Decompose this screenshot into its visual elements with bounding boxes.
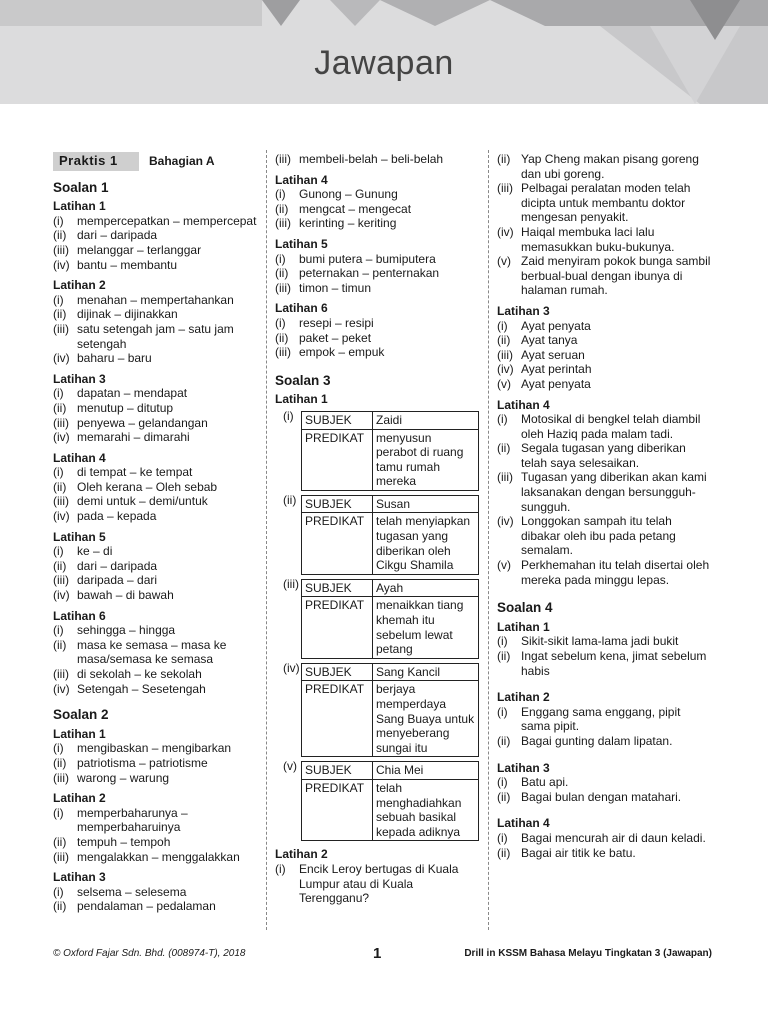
- subjek-value: Sang Kancil: [373, 663, 479, 681]
- item-number: (i): [275, 315, 286, 330]
- item-text: membeli-belah – beli-belah: [299, 152, 444, 166]
- page-header: [0, 0, 768, 104]
- subjek-value: Zaidi: [373, 411, 479, 429]
- item-number: (ii): [497, 441, 511, 456]
- section-heading: Soalan 1: [53, 179, 109, 195]
- latihan-items: [275, 862, 482, 906]
- item-text: timon – timun: [299, 280, 372, 295]
- item-number: (ii): [53, 755, 67, 770]
- answer-item: [497, 225, 712, 254]
- item-number: (v): [497, 376, 511, 391]
- answer-item: [497, 514, 712, 558]
- latihan-heading: Latihan 4: [497, 397, 550, 412]
- item-number: (i): [497, 412, 508, 427]
- item-number: (ii): [497, 789, 511, 804]
- answer-item: [53, 899, 260, 914]
- item-number: (i): [497, 318, 508, 333]
- answer-item: [275, 331, 482, 346]
- item-text: dapatan – mendapat: [77, 386, 188, 401]
- item-number: (iv): [53, 588, 70, 603]
- item-text: selsema – selesema: [77, 884, 187, 899]
- item-text: Ingat sebelum kena, jimat sebelum habis: [521, 649, 707, 678]
- answer-item: [53, 588, 260, 603]
- item-number: (i): [53, 805, 64, 820]
- answer-item: [497, 152, 712, 181]
- item-number: (iii): [53, 667, 69, 681]
- latihan-heading: Latihan 1: [53, 726, 106, 741]
- answer-item: [53, 756, 260, 771]
- page-title: Jawapan: [314, 44, 454, 82]
- item-text: bantu – membantu: [77, 257, 178, 272]
- item-text: peternakan – penternakan: [299, 266, 440, 281]
- item-text: Setengah – Sesetengah: [77, 681, 206, 696]
- latihan-heading: Latihan 3: [53, 371, 106, 386]
- answer-item: [53, 258, 260, 273]
- answer-item: [275, 187, 482, 202]
- item-text: Pelbagai peralatan moden telah dicipta untuk membantu doktor mengesan penyakit.: [521, 181, 691, 225]
- item-number: (iv): [53, 257, 70, 272]
- answer-item: [275, 316, 482, 331]
- item-text: memperbaharunya – memperbaharuinya: [77, 805, 188, 835]
- item-text: menahan – mempertahankan: [77, 292, 234, 307]
- answer-item: [497, 790, 712, 805]
- latihan-heading: Latihan 3: [497, 760, 550, 775]
- item-number: (i): [497, 830, 508, 845]
- item-text: paket – peket: [299, 330, 372, 345]
- table-row: [302, 779, 479, 840]
- item-number: (i): [497, 704, 508, 719]
- item-number: (i): [275, 251, 286, 266]
- answer-item: [53, 806, 260, 835]
- answer-item: [53, 573, 260, 588]
- item-number: (i): [53, 884, 64, 899]
- table-row: [302, 579, 479, 597]
- answer-item: [497, 377, 712, 392]
- item-number: (i): [497, 775, 508, 790]
- item-text: Perkhemahan itu telah disertai oleh mereka pada minggu lepas.: [521, 558, 710, 587]
- column-right-latihan: [497, 304, 712, 587]
- item-text: di tempat – ke tempat: [77, 465, 193, 480]
- subjek-label: SUBJEK: [302, 579, 373, 597]
- item-number: (iii): [53, 321, 69, 336]
- table-row: [302, 411, 479, 429]
- subjek-value: Ayah: [373, 579, 479, 597]
- item-number: (i): [53, 741, 64, 756]
- item-text: daripada – dari: [77, 573, 158, 588]
- item-text: Sikit-sikit lama-lama jadi bukit: [521, 634, 679, 649]
- table-row: [302, 513, 479, 574]
- column-middle: [275, 152, 482, 906]
- page-number: 1: [373, 945, 382, 962]
- item-text: tempuh – tempoh: [77, 834, 171, 849]
- item-text: kerinting – keriting: [299, 216, 397, 231]
- answer-item: [53, 243, 260, 258]
- item-text: Bagai bulan dengan matahari.: [521, 789, 682, 804]
- section-heading: Soalan 2: [53, 707, 109, 723]
- item-text: Encik Leroy bertugas di Kuala Lumpur atau di Kuala Terengganu?: [299, 861, 459, 906]
- table: [301, 761, 479, 841]
- answer-item: [53, 480, 260, 495]
- item-text: Enggang sama enggang, pipit sama pipit.: [521, 704, 681, 734]
- answer-item: [497, 412, 712, 441]
- item-text: Ayat tanya: [521, 333, 578, 348]
- latihan-heading: Latihan 4: [275, 172, 328, 187]
- item-number: (iv): [497, 224, 514, 239]
- item-number: (iv): [497, 362, 514, 377]
- item-number: (ii): [497, 733, 511, 748]
- latihan-heading: Latihan 6: [275, 301, 328, 316]
- latihan-heading: Latihan 4: [497, 816, 550, 831]
- latihan-heading: Latihan 1: [275, 392, 328, 407]
- item-number: (i): [53, 292, 64, 307]
- item-number: (iii): [275, 280, 291, 295]
- answer-item: [53, 559, 260, 574]
- item-number: (i): [53, 386, 64, 401]
- latihan-heading: Latihan 3: [53, 870, 106, 885]
- table: [301, 663, 479, 758]
- item-text: satu setengah jam – satu jam setengah: [77, 321, 234, 351]
- table-row: [302, 597, 479, 658]
- answer-item: [53, 322, 260, 351]
- item-text: masa ke semasa – masa ke masa/semasa ke semasa: [77, 637, 227, 667]
- item-text: Motosikal di bengkel telah diambil oleh Haziq pada malam tadi.: [521, 412, 701, 441]
- subjek-value: Susan: [373, 495, 479, 513]
- item-number: (ii): [53, 899, 67, 914]
- item-number: (iii): [53, 849, 69, 864]
- predikat-value: menyusun perabot di ruang tamu rumah mereka: [373, 429, 479, 490]
- answer-item: [497, 181, 712, 225]
- answer-item: [275, 266, 482, 281]
- subjek-label: SUBJEK: [302, 411, 373, 429]
- item-number: (iii): [53, 494, 69, 509]
- subjek-label: SUBJEK: [302, 495, 373, 513]
- item-number: (i): [53, 465, 64, 480]
- item-number: (ii): [53, 228, 67, 243]
- item-number: (ii): [275, 266, 289, 281]
- item-text: Segala tugasan yang diberikan telah saya selesaikan.: [521, 441, 686, 470]
- column-left: [53, 152, 260, 914]
- answer-item: [275, 202, 482, 217]
- item-number: (i): [53, 623, 64, 638]
- answer-item: [497, 775, 712, 790]
- answer-item: [497, 254, 712, 298]
- answer-item: [497, 649, 712, 678]
- answer-item: [53, 307, 260, 322]
- item-number: (ii): [497, 333, 511, 348]
- predikat-label: PREDIKAT: [302, 779, 373, 840]
- item-number: (ii): [53, 400, 67, 415]
- item-text: ke – di: [77, 544, 113, 559]
- answer-item: [497, 846, 712, 861]
- answer-item: [53, 494, 260, 509]
- item-number: (iii): [283, 576, 299, 591]
- item-number: (iii): [275, 345, 291, 360]
- answer-item: [53, 351, 260, 366]
- item-number: (iii): [275, 152, 291, 166]
- answer-item: [53, 885, 260, 900]
- column-middle-top: [275, 152, 482, 360]
- item-text: di sekolah – ke sekolah: [77, 667, 202, 681]
- item-text: baharu – baru: [77, 351, 152, 366]
- item-text: Longgokan sampah itu telah dibakar oleh ibu pada petang semalam.: [521, 514, 676, 558]
- item-number: (v): [283, 759, 297, 774]
- item-text: Ayat perintah: [521, 362, 592, 377]
- item-text: pada – kepada: [77, 509, 157, 524]
- item-number: (iv): [53, 351, 70, 366]
- item-text: bawah – di bawah: [77, 588, 174, 603]
- item-text: resepi – resipi: [299, 315, 374, 330]
- answer-item: [53, 638, 260, 667]
- answer-item: [275, 345, 482, 360]
- table-row: [302, 762, 479, 780]
- item-number: (v): [497, 254, 511, 269]
- answer-item: [53, 416, 260, 431]
- answer-item: [497, 333, 712, 348]
- answer-item: [53, 623, 260, 638]
- item-text: Yap Cheng makan pisang goreng dan ubi goreng.: [521, 152, 699, 181]
- answer-item: [497, 734, 712, 749]
- item-text: mengcat – mengecat: [299, 201, 412, 216]
- table: [301, 411, 479, 491]
- latihan-heading: Latihan 4: [53, 450, 106, 465]
- item-text: penyewa – gelandangan: [77, 415, 208, 430]
- table-row: [302, 681, 479, 757]
- section-heading: Soalan 3: [275, 372, 331, 388]
- item-text: demi untuk – demi/untuk: [77, 494, 208, 509]
- item-text: Ayat penyata: [521, 318, 591, 333]
- column-divider: [266, 150, 267, 930]
- item-text: memarahi – dimarahi: [77, 430, 190, 445]
- item-number: (iii): [53, 573, 69, 588]
- answer-item: [53, 771, 260, 786]
- predikat-value: telah menyiapkan tugasan yang diberikan oleh Cikgu Shamila: [373, 513, 479, 574]
- answer-item: [53, 544, 260, 559]
- item-number: (i): [283, 408, 294, 423]
- item-text: bumi putera – bumiputera: [299, 251, 436, 266]
- item-number: (ii): [53, 479, 67, 494]
- subjek-label: SUBJEK: [302, 762, 373, 780]
- answer-item: [53, 850, 260, 865]
- item-text: menutup – ditutup: [77, 400, 174, 415]
- predikat-label: PREDIKAT: [302, 513, 373, 574]
- latihan-heading: Latihan 6: [53, 608, 106, 623]
- answer-item: [53, 214, 260, 229]
- latihan-heading: Latihan 5: [53, 529, 106, 544]
- answer-item: [275, 862, 482, 906]
- subjek-predikat-table: [275, 408, 482, 491]
- item-text: Bagai mencurah air di daun keladi.: [521, 830, 706, 845]
- predikat-label: PREDIKAT: [302, 597, 373, 658]
- item-number: (i): [275, 187, 286, 202]
- item-number: (iv): [53, 681, 70, 696]
- latihan-heading: Latihan 2: [53, 791, 106, 806]
- latihan-heading: Latihan 3: [497, 303, 550, 318]
- answer-item: [53, 465, 260, 480]
- answer-item: [497, 319, 712, 334]
- latihan-heading: Latihan 2: [275, 847, 328, 862]
- soalan4-latihan: [497, 620, 712, 860]
- item-text: melanggar – terlanggar: [77, 242, 202, 257]
- item-text: Ayat seruan: [521, 347, 585, 362]
- table-row: [302, 429, 479, 490]
- item-text: mengalakkan – menggalakkan: [77, 849, 240, 864]
- column-divider: [488, 150, 489, 930]
- answer-item: [497, 634, 712, 649]
- item-text: Bagai gunting dalam lipatan.: [521, 733, 673, 748]
- item-text: dijinak – dijinakkan: [77, 307, 178, 322]
- table: [301, 495, 479, 575]
- item-number: (iii): [275, 216, 291, 231]
- item-number: (ii): [497, 152, 511, 166]
- item-text: Tugasan yang diberikan akan kami laksanakan dengan bersungguh-sungguh.: [521, 470, 707, 514]
- item-text: mengibaskan – mengibarkan: [77, 741, 232, 756]
- footer-copyright: © Oxford Fajar Sdn. Bhd. (008974-T), 2018: [53, 948, 246, 959]
- item-text: patriotisma – patriotisme: [77, 755, 208, 770]
- answer-item: [53, 401, 260, 416]
- answer-item: [53, 667, 260, 682]
- column-left-body: [53, 181, 260, 914]
- item-number: (i): [53, 544, 64, 559]
- answer-item: [497, 470, 712, 514]
- answer-item: [275, 152, 482, 167]
- answer-item: [275, 281, 482, 296]
- subjek-predikat-tables: [275, 408, 482, 841]
- item-text: Ayat penyata: [521, 376, 591, 391]
- subjek-predikat-table: [275, 492, 482, 575]
- latihan-heading: Latihan 2: [53, 278, 106, 293]
- answer-item: [275, 252, 482, 267]
- answer-item: [497, 831, 712, 846]
- predikat-value: telah menghadiahkan sebuah basikal kepada adiknya: [373, 779, 479, 840]
- item-number: (ii): [53, 834, 67, 849]
- item-number: (ii): [53, 558, 67, 573]
- answer-item: [497, 362, 712, 377]
- item-number: (iii): [497, 181, 513, 196]
- table: [301, 579, 479, 659]
- answer-item: [53, 835, 260, 850]
- item-text: sehingga – hingga: [77, 623, 176, 638]
- answer-item: [53, 682, 260, 697]
- answer-item: [497, 705, 712, 734]
- latihan-heading: Latihan 1: [53, 199, 106, 214]
- item-number: (ii): [275, 201, 289, 216]
- predikat-label: PREDIKAT: [302, 429, 373, 490]
- latihan-heading: Latihan 1: [497, 619, 550, 634]
- praktis-header: [53, 152, 260, 171]
- item-number: (iii): [53, 770, 69, 785]
- answer-item: [53, 509, 260, 524]
- predikat-value: berjaya memperdaya Sang Buaya untuk menyeberang sungai itu: [373, 681, 479, 757]
- column-right: [497, 152, 712, 860]
- item-number: (iii): [497, 470, 513, 485]
- praktis-label: Praktis 1: [53, 152, 139, 171]
- item-number: (ii): [283, 492, 297, 507]
- section-heading: Soalan 4: [497, 600, 553, 616]
- item-number: (iv): [497, 514, 514, 529]
- item-text: Gunong – Gunung: [299, 187, 398, 202]
- item-text: pendalaman – pedalaman: [77, 899, 216, 914]
- item-number: (i): [53, 213, 64, 228]
- subjek-label: SUBJEK: [302, 663, 373, 681]
- answer-item: [497, 441, 712, 470]
- item-number: (i): [497, 634, 508, 649]
- item-number: (iv): [283, 660, 300, 675]
- subjek-predikat-table: [275, 761, 482, 841]
- item-number: (iv): [53, 430, 70, 445]
- table-row: [302, 663, 479, 681]
- item-number: (ii): [53, 637, 67, 652]
- item-number: (ii): [497, 649, 511, 663]
- item-text: dari – daripada: [77, 228, 158, 243]
- bahagian-label: Bahagian A: [149, 154, 215, 168]
- item-text: mempercepatkan – mempercepat: [77, 213, 257, 228]
- item-number: (iv): [53, 509, 70, 524]
- item-number: (iii): [53, 242, 69, 257]
- answer-item: [53, 228, 260, 243]
- answer-item: [53, 430, 260, 445]
- answer-item: [497, 348, 712, 363]
- answer-item: [497, 558, 712, 587]
- item-text: Bagai air titik ke batu.: [521, 845, 636, 860]
- predikat-value: menaikkan tiang khemah itu sebelum lewat petang: [373, 597, 479, 658]
- latihan-heading: Latihan 5: [275, 236, 328, 251]
- latihan-heading: Latihan 2: [497, 690, 550, 705]
- answer-item: [53, 386, 260, 401]
- answer-item: [275, 216, 482, 231]
- item-text: warong – warung: [77, 770, 170, 785]
- answer-item: [53, 293, 260, 308]
- item-text: Haiqal membuka laci lalu memasukkan buku-bukunya.: [521, 224, 675, 254]
- item-text: Oleh kerana – Oleh sebab: [77, 479, 218, 494]
- predikat-label: PREDIKAT: [302, 681, 373, 757]
- subjek-value: Chia Mei: [373, 762, 479, 780]
- item-number: (ii): [53, 307, 67, 322]
- subjek-predikat-table: [275, 660, 482, 758]
- item-number: (iii): [53, 415, 69, 430]
- footer-book-title: Drill in KSSM Bahasa Melayu Tingkatan 3 (Jawapan): [464, 948, 712, 959]
- item-text: empok – empuk: [299, 345, 385, 360]
- item-number: (ii): [275, 330, 289, 345]
- answer-item: [53, 741, 260, 756]
- item-number: (iii): [497, 347, 513, 362]
- item-number: (i): [275, 861, 286, 876]
- subjek-predikat-table: [275, 576, 482, 659]
- item-number: (v): [497, 558, 511, 573]
- item-text: Batu api.: [521, 775, 569, 790]
- column-right-top: [497, 152, 712, 298]
- item-text: Zaid menyiram pokok bunga sambil berbual-bual dengan ibunya di halaman rumah.: [521, 254, 711, 298]
- table-row: [302, 495, 479, 513]
- item-text: dari – daripada: [77, 558, 158, 573]
- item-number: (ii): [497, 845, 511, 860]
